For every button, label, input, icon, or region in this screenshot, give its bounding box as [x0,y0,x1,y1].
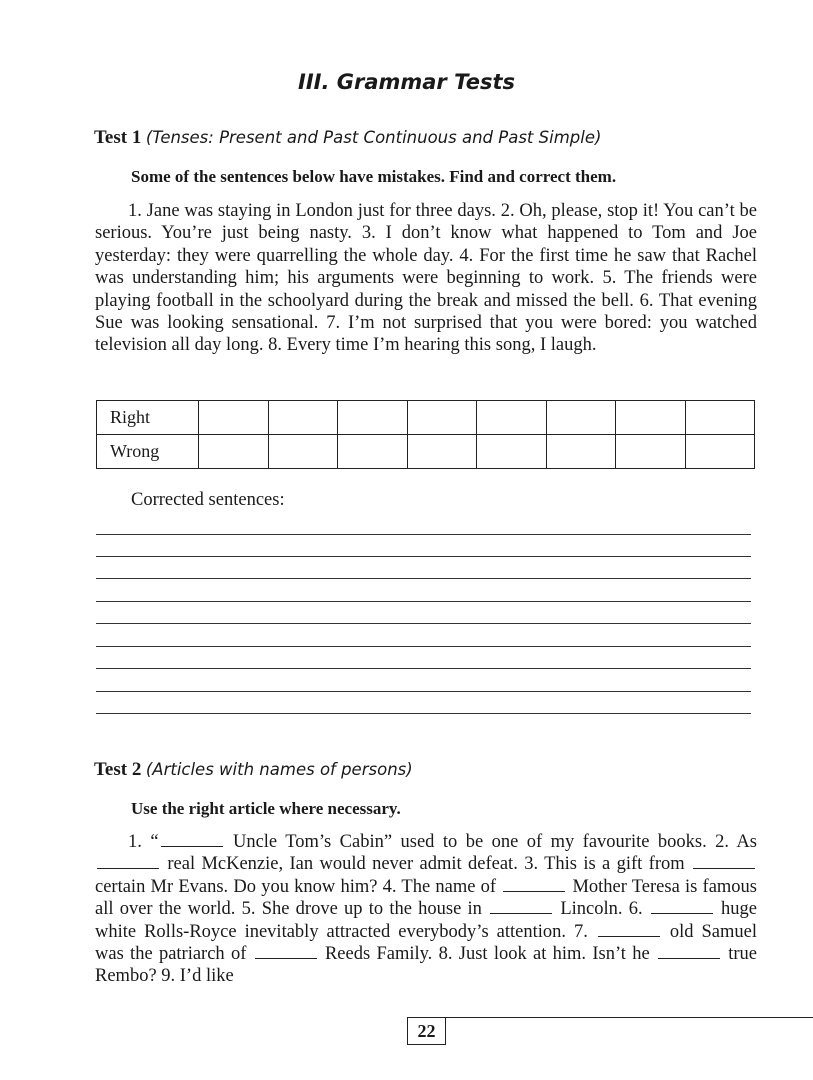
blank-field[interactable] [658,944,720,959]
writing-line[interactable] [96,623,751,624]
writing-line[interactable] [96,534,751,535]
text-segment: true Rembo? 9. I’d like [95,944,758,987]
text-segment: huge white Rolls-Royce inevitably attracted everybody’s attention. 7. [95,899,757,942]
text-segment: certain Mr Evans. Do you know him? 4. The name of [95,876,502,897]
answer-cell[interactable] [338,435,408,469]
test2-heading [94,759,413,781]
text-segment: real McKenzie, Ian would never admit defeat. 3. This is a gift from [161,854,691,875]
table-row [97,435,755,469]
blank-field[interactable] [255,944,317,959]
text-segment: Mother Teresa is famous all over the world. 5. She drove up to the house in [95,876,757,920]
right-wrong-table [96,400,755,469]
answer-cell[interactable] [546,435,616,469]
blank-field[interactable] [503,877,565,892]
page-number: 22 [407,1017,446,1045]
row-label-right: Right [97,401,199,435]
row-label-wrong: Wrong [97,435,199,469]
answer-cell[interactable] [685,401,755,435]
blank-field[interactable] [651,899,713,914]
test1-label: Test 1 [94,127,142,148]
test1-text: 1. Jane was staying in London just for three days. 2. Oh, please, stop it! You can’t be serious. You’re just being nasty. 3. I don’t know what happened to Tom and Joe yesterday: they were quarrelling the whole day. 4. For the first time he saw that Rachel was understanding him; his arguments were beginning to work. 5. The friends were playing football in the schoolyard during the break and missed the bell. 6. That evening Sue was looking sensational. 7. I’m not surprised that you were bored: you watched television all day long. 8. Every time I’m hearing this song, I laugh. [95,201,757,356]
test2-label: Test 2 [94,759,142,780]
answer-cell[interactable] [199,435,269,469]
table-row [97,401,755,435]
answer-cell[interactable] [199,401,269,435]
writing-line[interactable] [96,556,751,557]
test1-heading [94,127,601,149]
answer-cell[interactable] [477,435,547,469]
footer-rule [444,1017,813,1018]
answer-cell[interactable] [616,401,686,435]
test1-instruction: Some of the sentences below have mistakes. Find and correct them. [131,167,617,186]
test2-subtitle: (Articles with names of persons) [145,760,413,779]
test2-text [95,831,757,988]
text-segment: Uncle Tom’s Cabin” used to be one of my favourite books. 2. As [224,832,757,852]
answer-cell[interactable] [616,435,686,469]
answer-cell[interactable] [338,401,408,435]
section-title: III. Grammar Tests [298,70,515,94]
text-segment: old Samuel was the patriarch of [95,921,757,965]
answer-cell[interactable] [407,435,477,469]
text-segment: Lincoln. 6. [554,899,649,920]
writing-line[interactable] [96,713,751,714]
writing-line[interactable] [96,691,751,692]
blank-field[interactable] [97,854,159,869]
corrected-sentences-label: Corrected sentences: [131,490,285,510]
text-segment: 1. “ [128,832,159,852]
blank-field[interactable] [693,854,755,869]
test1-subtitle: (Tenses: Present and Past Continuous and Past Simple) [145,128,602,147]
answer-cell[interactable] [268,401,338,435]
blank-field[interactable] [598,922,660,937]
answer-cell[interactable] [268,435,338,469]
blank-field[interactable] [161,832,223,847]
answer-cell[interactable] [685,435,755,469]
text-segment: Reeds Family. 8. Just look at him. Isn’t he [318,944,656,965]
blank-field[interactable] [490,899,552,914]
answer-cell[interactable] [407,401,477,435]
writing-line[interactable] [96,668,751,669]
test2-instruction: Use the right article where necessary. [131,799,401,818]
answer-cell[interactable] [546,401,616,435]
writing-line[interactable] [96,646,751,647]
answer-cell[interactable] [477,401,547,435]
writing-line[interactable] [96,601,751,602]
writing-line[interactable] [96,578,751,579]
